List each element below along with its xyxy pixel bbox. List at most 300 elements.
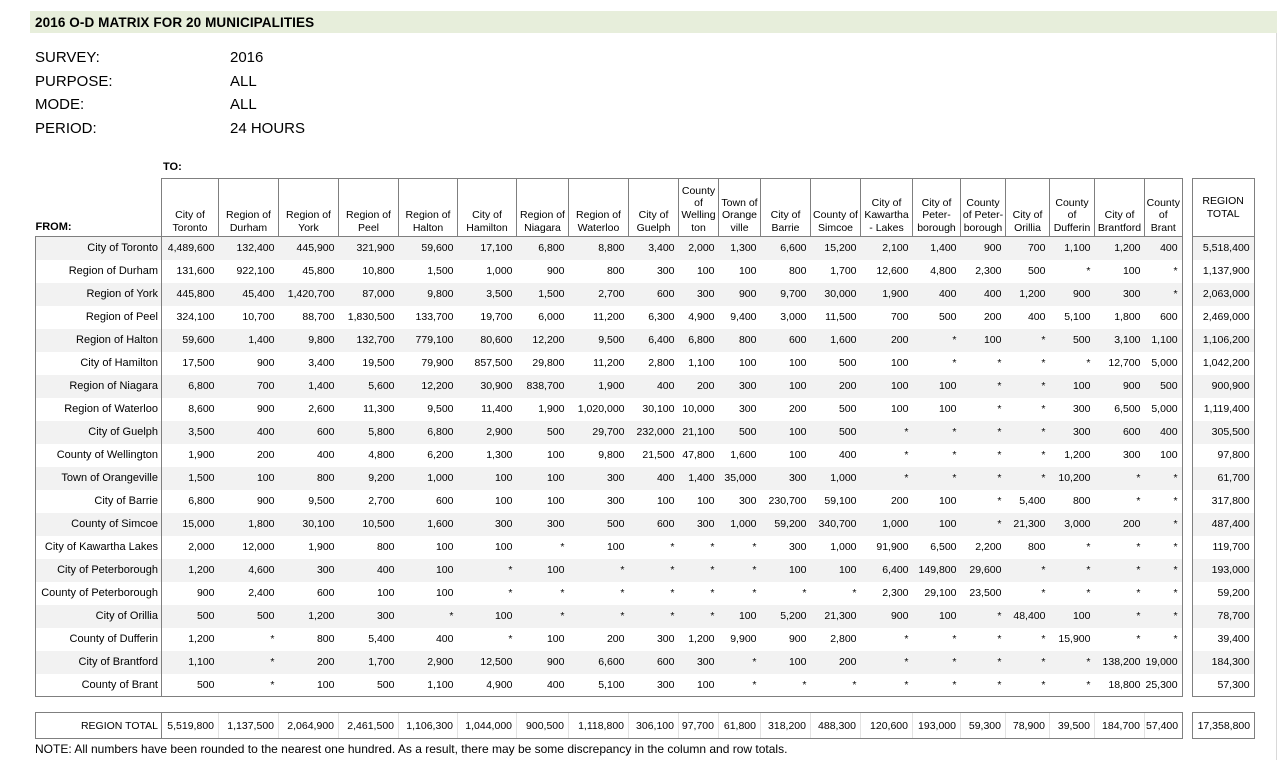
row-total-cell[interactable]: 305,500 xyxy=(1192,421,1254,444)
matrix-cell[interactable]: 4,600 xyxy=(219,559,279,582)
matrix-cell[interactable]: 922,100 xyxy=(236,265,275,277)
matrix-cell[interactable]: 10,700 xyxy=(242,311,275,323)
matrix-cell[interactable]: 30,100 xyxy=(279,513,339,536)
matrix-cell[interactable]: 300 xyxy=(569,467,629,490)
matrix-cell[interactable]: 2,000 xyxy=(188,541,215,553)
matrix-cell[interactable]: 1,800 xyxy=(219,513,279,536)
matrix-cell[interactable]: 9,400 xyxy=(730,311,757,323)
matrix-cell[interactable]: * xyxy=(961,605,1006,628)
matrix-cell[interactable]: 11,200 xyxy=(593,357,625,369)
matrix-cell[interactable]: 6,600 xyxy=(569,651,629,674)
matrix-cell[interactable]: 4,800 xyxy=(930,265,957,277)
matrix-cell[interactable]: 132,400 xyxy=(219,237,279,260)
matrix-cell[interactable]: 12,000 xyxy=(242,541,275,553)
matrix-cell[interactable]: 900 xyxy=(788,633,807,645)
row-total-cell[interactable]: 184,300 xyxy=(1192,651,1254,674)
row-label[interactable]: Region of Halton xyxy=(36,329,162,352)
matrix-cell[interactable]: * xyxy=(508,633,513,645)
matrix-cell[interactable]: * xyxy=(270,633,275,645)
matrix-cell[interactable]: * xyxy=(1086,357,1091,369)
matrix-cell[interactable]: 200 xyxy=(811,375,861,398)
matrix-cell[interactable]: 900 xyxy=(196,587,215,599)
matrix-cell[interactable]: 300 xyxy=(738,403,757,415)
matrix-cell[interactable]: * xyxy=(710,541,715,553)
matrix-cell[interactable]: 1,200 xyxy=(688,633,715,645)
matrix-cell[interactable]: * xyxy=(997,449,1002,461)
matrix-cell[interactable]: 100 xyxy=(1145,444,1183,467)
matrix-cell[interactable]: 100 xyxy=(761,421,811,444)
matrix-cell[interactable]: 6,800 xyxy=(188,495,215,507)
matrix-cell[interactable]: 800 xyxy=(316,633,335,645)
matrix-cell[interactable]: 500 xyxy=(162,605,219,628)
matrix-cell[interactable]: * xyxy=(861,651,913,674)
matrix-cell[interactable]: 400 xyxy=(961,283,1006,306)
column-header[interactable]: County of Welling ton xyxy=(679,179,719,237)
matrix-cell[interactable]: 6,800 xyxy=(679,329,719,352)
matrix-cell[interactable]: * xyxy=(719,559,761,582)
matrix-cell[interactable]: 10,200 xyxy=(1050,467,1095,490)
matrix-cell[interactable]: 19,500 xyxy=(362,357,395,369)
matrix-cell[interactable]: 1,830,500 xyxy=(347,311,395,323)
matrix-cell[interactable]: 1,900 xyxy=(861,283,913,306)
matrix-cell[interactable]: 500 xyxy=(517,421,569,444)
matrix-cell[interactable]: * xyxy=(752,587,757,599)
matrix-cell[interactable]: 900 xyxy=(256,403,275,415)
matrix-cell[interactable]: 500 xyxy=(339,674,399,697)
matrix-cell[interactable]: 1,200 xyxy=(1095,237,1145,260)
matrix-cell[interactable]: * xyxy=(1095,605,1145,628)
matrix-cell[interactable]: 100 xyxy=(458,605,517,628)
matrix-cell[interactable]: 19,700 xyxy=(480,311,513,323)
matrix-cell[interactable]: * xyxy=(1050,651,1095,674)
matrix-cell[interactable]: 5,400 xyxy=(1019,495,1046,507)
matrix-cell[interactable]: * xyxy=(1095,559,1145,582)
matrix-cell[interactable]: 200 xyxy=(788,403,807,415)
row-label[interactable]: Town of Orangeville xyxy=(36,467,162,490)
matrix-cell[interactable]: 2,600 xyxy=(308,403,335,415)
matrix-cell[interactable]: 12,700 xyxy=(1108,357,1141,369)
column-total-cell[interactable]: 2,461,500 xyxy=(339,713,399,739)
matrix-cell[interactable]: 21,500 xyxy=(642,449,675,461)
matrix-cell[interactable]: 1,600 xyxy=(399,513,458,536)
matrix-cell[interactable]: 100 xyxy=(913,605,961,628)
column-total-cell[interactable]: 488,300 xyxy=(811,713,861,739)
matrix-cell[interactable]: * xyxy=(904,633,909,645)
row-total-cell[interactable]: 1,042,200 xyxy=(1192,352,1254,375)
matrix-cell[interactable]: 10,500 xyxy=(339,513,399,536)
matrix-cell[interactable]: * xyxy=(1136,633,1141,645)
matrix-cell[interactable]: 1,500 xyxy=(517,283,569,306)
region-total-column-header[interactable]: REGION TOTAL xyxy=(1192,179,1254,237)
matrix-cell[interactable]: 1,100 xyxy=(162,651,219,674)
matrix-cell[interactable]: 9,900 xyxy=(730,633,757,645)
matrix-cell[interactable]: 48,400 xyxy=(1006,605,1050,628)
matrix-cell[interactable]: 100 xyxy=(546,633,565,645)
matrix-cell[interactable]: 1,300 xyxy=(719,237,761,260)
matrix-cell[interactable]: 500 xyxy=(811,421,861,444)
matrix-cell[interactable]: 4,900 xyxy=(458,674,517,697)
matrix-cell[interactable]: 35,000 xyxy=(719,467,761,490)
column-total-cell[interactable]: 1,137,500 xyxy=(219,713,279,739)
column-total-cell[interactable]: 318,200 xyxy=(761,713,811,739)
matrix-cell[interactable]: 100 xyxy=(913,375,961,398)
row-total-cell[interactable]: 317,800 xyxy=(1192,490,1254,513)
matrix-cell[interactable]: 100 xyxy=(399,559,458,582)
matrix-cell[interactable]: 100 xyxy=(913,513,961,536)
matrix-cell[interactable]: * xyxy=(1006,559,1050,582)
matrix-cell[interactable]: * xyxy=(1145,467,1183,490)
row-label[interactable]: City of Orillia xyxy=(36,605,162,628)
matrix-cell[interactable]: 9,500 xyxy=(427,403,454,415)
matrix-cell[interactable]: 1,200 xyxy=(1006,283,1050,306)
matrix-cell[interactable]: 500 xyxy=(719,421,761,444)
matrix-cell[interactable]: 138,200 xyxy=(1095,651,1145,674)
matrix-cell[interactable]: 1,200 xyxy=(162,559,219,582)
matrix-cell[interactable]: 100 xyxy=(494,495,513,507)
matrix-cell[interactable]: 200 xyxy=(890,495,909,507)
matrix-cell[interactable]: 100 xyxy=(1122,265,1141,277)
matrix-cell[interactable]: * xyxy=(1145,582,1183,605)
region-total-row-label[interactable]: REGION TOTAL xyxy=(36,713,162,739)
matrix-cell[interactable]: 800 xyxy=(279,467,339,490)
matrix-cell[interactable]: 29,800 xyxy=(532,357,565,369)
matrix-cell[interactable]: 500 xyxy=(219,605,279,628)
matrix-cell[interactable]: 100 xyxy=(811,559,861,582)
matrix-cell[interactable]: 21,300 xyxy=(1006,513,1050,536)
matrix-cell[interactable]: 5,400 xyxy=(368,633,395,645)
matrix-cell[interactable]: 200 xyxy=(279,651,339,674)
matrix-cell[interactable]: 3,100 xyxy=(1095,329,1145,352)
matrix-cell[interactable]: 100 xyxy=(1050,375,1095,398)
matrix-cell[interactable]: 133,700 xyxy=(415,311,454,323)
matrix-cell[interactable]: 9,800 xyxy=(399,283,458,306)
column-total-cell[interactable]: 1,044,000 xyxy=(458,713,517,739)
matrix-cell[interactable]: 400 xyxy=(219,421,279,444)
matrix-cell[interactable]: * xyxy=(670,541,675,553)
matrix-cell[interactable]: 400 xyxy=(838,449,857,461)
matrix-cell[interactable]: 100 xyxy=(696,495,715,507)
matrix-cell[interactable]: * xyxy=(961,674,1006,697)
matrix-cell[interactable]: 779,100 xyxy=(399,329,458,352)
column-header[interactable]: Town of Orange ville xyxy=(719,179,761,237)
column-total-cell[interactable]: 900,500 xyxy=(517,713,569,739)
matrix-cell[interactable]: * xyxy=(1086,541,1091,553)
matrix-cell[interactable]: * xyxy=(719,674,761,697)
matrix-cell[interactable]: 600 xyxy=(435,495,454,507)
matrix-cell[interactable]: 5,100 xyxy=(569,674,629,697)
matrix-cell[interactable]: 25,300 xyxy=(1145,674,1183,697)
matrix-cell[interactable]: 1,000 xyxy=(486,265,513,277)
matrix-cell[interactable]: 1,400 xyxy=(279,375,339,398)
matrix-cell[interactable]: 29,700 xyxy=(569,421,629,444)
row-total-cell[interactable]: 1,119,400 xyxy=(1192,398,1254,421)
matrix-cell[interactable]: 6,000 xyxy=(538,311,565,323)
matrix-cell[interactable]: 3,400 xyxy=(308,357,335,369)
matrix-cell[interactable]: 2,300 xyxy=(975,265,1002,277)
matrix-cell[interactable]: * xyxy=(997,495,1002,507)
matrix-cell[interactable]: 1,500 xyxy=(162,467,219,490)
grand-total-cell[interactable]: 17,358,800 xyxy=(1193,713,1255,739)
matrix-cell[interactable]: * xyxy=(569,605,629,628)
row-label[interactable]: City of Brantford xyxy=(36,651,162,674)
matrix-cell[interactable]: 600 xyxy=(629,513,679,536)
column-header[interactable]: County of Dufferin xyxy=(1050,179,1095,237)
matrix-cell[interactable]: 6,800 xyxy=(517,237,569,260)
matrix-cell[interactable]: 200 xyxy=(983,311,1002,323)
matrix-cell[interactable]: 300 xyxy=(1095,283,1145,306)
row-label[interactable]: County of Brant xyxy=(36,674,162,697)
matrix-cell[interactable]: 1,000 xyxy=(861,513,913,536)
matrix-cell[interactable]: * xyxy=(560,587,565,599)
matrix-cell[interactable]: 59,600 xyxy=(162,329,219,352)
matrix-cell[interactable]: 300 xyxy=(788,541,807,553)
matrix-cell[interactable]: 2,800 xyxy=(648,357,675,369)
matrix-cell[interactable]: * xyxy=(761,674,811,697)
matrix-cell[interactable]: 200 xyxy=(679,375,719,398)
column-total-cell[interactable]: 57,400 xyxy=(1145,713,1183,739)
matrix-cell[interactable]: 321,900 xyxy=(339,237,399,260)
matrix-cell[interactable]: 1,900 xyxy=(538,403,565,415)
matrix-cell[interactable]: 800 xyxy=(376,541,395,553)
matrix-cell[interactable]: 6,400 xyxy=(629,329,679,352)
matrix-cell[interactable]: 2,200 xyxy=(975,541,1002,553)
matrix-cell[interactable]: 600 xyxy=(1095,421,1145,444)
matrix-cell[interactable]: 700 xyxy=(890,311,909,323)
matrix-cell[interactable]: 12,600 xyxy=(876,265,909,277)
matrix-cell[interactable]: 9,500 xyxy=(569,329,629,352)
matrix-cell[interactable]: 200 xyxy=(811,651,861,674)
matrix-cell[interactable]: 100 xyxy=(761,559,811,582)
matrix-cell[interactable]: 1,400 xyxy=(219,329,279,352)
matrix-cell[interactable]: 230,700 xyxy=(768,495,807,507)
matrix-cell[interactable]: * xyxy=(1145,513,1183,536)
matrix-cell[interactable]: * xyxy=(219,651,279,674)
matrix-cell[interactable]: * xyxy=(1086,587,1091,599)
matrix-cell[interactable]: 800 xyxy=(788,265,807,277)
matrix-cell[interactable]: 100 xyxy=(517,559,569,582)
matrix-cell[interactable]: 12,200 xyxy=(399,375,458,398)
matrix-cell[interactable]: 19,000 xyxy=(1145,651,1183,674)
matrix-cell[interactable]: * xyxy=(629,605,679,628)
column-total-cell[interactable]: 193,000 xyxy=(913,713,961,739)
matrix-cell[interactable]: 30,100 xyxy=(642,403,675,415)
matrix-cell[interactable]: 59,600 xyxy=(399,237,458,260)
row-label[interactable]: City of Peterborough xyxy=(36,559,162,582)
matrix-cell[interactable]: 9,500 xyxy=(308,495,335,507)
column-total-cell[interactable]: 59,300 xyxy=(961,713,1006,739)
matrix-cell[interactable]: 838,700 xyxy=(517,375,569,398)
matrix-cell[interactable]: 1,100 xyxy=(1050,237,1095,260)
matrix-cell[interactable]: * xyxy=(852,587,857,599)
matrix-cell[interactable]: 6,800 xyxy=(399,421,458,444)
matrix-cell[interactable]: 15,200 xyxy=(811,237,861,260)
matrix-cell[interactable]: * xyxy=(1050,674,1095,697)
matrix-cell[interactable]: 500 xyxy=(838,403,857,415)
matrix-cell[interactable]: 400 xyxy=(1145,421,1183,444)
matrix-cell[interactable]: 1,600 xyxy=(730,449,757,461)
matrix-cell[interactable]: * xyxy=(904,449,909,461)
matrix-cell[interactable]: 29,600 xyxy=(961,559,1006,582)
matrix-cell[interactable]: * xyxy=(913,329,961,352)
matrix-cell[interactable]: 6,300 xyxy=(648,311,675,323)
matrix-cell[interactable]: 8,600 xyxy=(188,403,215,415)
matrix-cell[interactable]: 100 xyxy=(517,467,569,490)
matrix-cell[interactable]: 4,489,600 xyxy=(162,237,219,260)
matrix-cell[interactable]: 500 xyxy=(162,674,219,697)
matrix-cell[interactable]: 100 xyxy=(890,357,909,369)
matrix-cell[interactable]: 59,200 xyxy=(761,513,811,536)
matrix-cell[interactable]: 4,800 xyxy=(368,449,395,461)
matrix-cell[interactable]: * xyxy=(1145,628,1183,651)
row-total-cell[interactable]: 97,800 xyxy=(1192,444,1254,467)
matrix-cell[interactable]: 11,200 xyxy=(593,311,625,323)
matrix-cell[interactable]: 600 xyxy=(629,651,679,674)
matrix-cell[interactable]: 300 xyxy=(679,283,719,306)
row-total-cell[interactable]: 59,200 xyxy=(1192,582,1254,605)
matrix-cell[interactable]: 100 xyxy=(788,357,807,369)
matrix-cell[interactable]: 100 xyxy=(761,375,811,398)
matrix-cell[interactable]: * xyxy=(670,587,675,599)
matrix-cell[interactable]: * xyxy=(961,651,1006,674)
column-header[interactable]: County of Simcoe xyxy=(811,179,861,237)
matrix-cell[interactable]: 300 xyxy=(679,513,719,536)
matrix-cell[interactable]: 900 xyxy=(1050,283,1095,306)
matrix-cell[interactable]: 87,000 xyxy=(339,283,399,306)
matrix-cell[interactable]: 300 xyxy=(458,513,517,536)
matrix-cell[interactable]: 1,900 xyxy=(188,449,215,461)
matrix-cell[interactable]: * xyxy=(517,605,569,628)
matrix-cell[interactable]: 100 xyxy=(219,467,279,490)
matrix-cell[interactable]: 300 xyxy=(738,495,757,507)
matrix-cell[interactable]: 5,100 xyxy=(1064,311,1091,323)
matrix-cell[interactable]: 2,100 xyxy=(861,237,913,260)
matrix-cell[interactable]: 149,800 xyxy=(913,559,961,582)
matrix-cell[interactable]: 1,900 xyxy=(308,541,335,553)
matrix-cell[interactable]: 6,500 xyxy=(930,541,957,553)
matrix-cell[interactable]: 400 xyxy=(629,467,679,490)
row-label[interactable]: County of Peterborough xyxy=(36,582,162,605)
matrix-cell[interactable]: * xyxy=(1050,559,1095,582)
matrix-cell[interactable]: 500 xyxy=(1145,375,1183,398)
matrix-cell[interactable]: 5,200 xyxy=(761,605,811,628)
column-header[interactable]: County of Brant xyxy=(1145,179,1183,237)
matrix-cell[interactable]: 400 xyxy=(1145,237,1183,260)
matrix-cell[interactable]: * xyxy=(861,421,913,444)
matrix-cell[interactable]: * xyxy=(458,559,517,582)
row-label[interactable]: City of Toronto xyxy=(36,237,162,260)
matrix-cell[interactable]: * xyxy=(569,559,629,582)
matrix-cell[interactable]: 131,600 xyxy=(176,265,215,277)
matrix-cell[interactable]: 47,800 xyxy=(682,449,715,461)
matrix-cell[interactable]: * xyxy=(811,674,861,697)
column-total-cell[interactable]: 306,100 xyxy=(629,713,679,739)
column-header[interactable]: City of Toronto xyxy=(162,179,219,237)
matrix-cell[interactable]: 3,500 xyxy=(162,421,219,444)
row-total-cell[interactable]: 487,400 xyxy=(1192,513,1254,536)
matrix-cell[interactable]: 1,020,000 xyxy=(577,403,625,415)
matrix-cell[interactable]: 445,800 xyxy=(162,283,219,306)
matrix-cell[interactable]: 1,000 xyxy=(811,467,861,490)
matrix-cell[interactable]: * xyxy=(861,467,913,490)
column-total-cell[interactable]: 97,700 xyxy=(679,713,719,739)
matrix-cell[interactable]: 80,600 xyxy=(458,329,517,352)
matrix-cell[interactable]: * xyxy=(952,449,957,461)
column-header[interactable]: Region of Halton xyxy=(399,179,458,237)
matrix-cell[interactable]: 11,300 xyxy=(363,403,395,415)
matrix-cell[interactable]: 900 xyxy=(961,237,1006,260)
matrix-cell[interactable]: 100 xyxy=(376,587,395,599)
column-header[interactable]: Region of Waterloo xyxy=(569,179,629,237)
matrix-cell[interactable]: 500 xyxy=(938,311,957,323)
row-total-cell[interactable]: 2,469,000 xyxy=(1192,306,1254,329)
matrix-cell[interactable]: 100 xyxy=(961,329,1006,352)
matrix-cell[interactable]: * xyxy=(508,587,513,599)
matrix-cell[interactable]: 2,300 xyxy=(882,587,909,599)
matrix-cell[interactable]: 2,800 xyxy=(830,633,857,645)
row-label[interactable]: Region of York xyxy=(36,283,162,306)
matrix-cell[interactable]: 100 xyxy=(679,674,719,697)
matrix-cell[interactable]: * xyxy=(997,357,1002,369)
column-header[interactable]: Region of Niagara xyxy=(517,179,569,237)
matrix-cell[interactable]: 400 xyxy=(1027,311,1046,323)
matrix-cell[interactable]: 5,800 xyxy=(339,421,399,444)
column-total-cell[interactable]: 1,106,300 xyxy=(399,713,458,739)
matrix-cell[interactable]: * xyxy=(1006,467,1050,490)
matrix-cell[interactable]: 300 xyxy=(606,495,625,507)
matrix-cell[interactable]: * xyxy=(1145,260,1183,283)
row-label[interactable]: County of Simcoe xyxy=(36,513,162,536)
matrix-cell[interactable]: 600 xyxy=(316,587,335,599)
matrix-cell[interactable]: * xyxy=(1145,559,1183,582)
matrix-cell[interactable]: 11,400 xyxy=(481,403,513,415)
row-label[interactable]: County of Wellington xyxy=(36,444,162,467)
matrix-cell[interactable]: 1,000 xyxy=(719,513,761,536)
matrix-cell[interactable]: 300 xyxy=(1072,403,1091,415)
matrix-cell[interactable]: 15,900 xyxy=(1058,633,1091,645)
matrix-cell[interactable]: 1,200 xyxy=(1064,449,1091,461)
matrix-cell[interactable]: 300 xyxy=(1122,449,1141,461)
matrix-cell[interactable]: 900 xyxy=(517,651,569,674)
matrix-cell[interactable]: 100 xyxy=(719,605,761,628)
matrix-cell[interactable]: 400 xyxy=(435,633,454,645)
matrix-cell[interactable]: * xyxy=(997,633,1002,645)
matrix-cell[interactable]: 600 xyxy=(761,329,811,352)
matrix-cell[interactable]: 900 xyxy=(719,283,761,306)
row-total-cell[interactable]: 39,400 xyxy=(1192,628,1254,651)
matrix-cell[interactable]: 100 xyxy=(494,541,513,553)
matrix-cell[interactable]: * xyxy=(1041,403,1046,415)
matrix-cell[interactable]: 400 xyxy=(316,449,335,461)
column-header[interactable]: Region of York xyxy=(279,179,339,237)
matrix-cell[interactable]: * xyxy=(1006,375,1050,398)
matrix-cell[interactable]: 300 xyxy=(1050,421,1095,444)
matrix-cell[interactable]: * xyxy=(1145,283,1183,306)
row-total-cell[interactable]: 5,518,400 xyxy=(1192,237,1254,260)
matrix-cell[interactable]: * xyxy=(1006,329,1050,352)
matrix-cell[interactable]: 100 xyxy=(861,375,913,398)
matrix-cell[interactable]: 300 xyxy=(656,633,675,645)
matrix-cell[interactable]: 3,000 xyxy=(1050,513,1095,536)
matrix-cell[interactable]: 29,100 xyxy=(924,587,957,599)
matrix-cell[interactable]: 300 xyxy=(629,674,679,697)
matrix-cell[interactable]: * xyxy=(719,651,761,674)
matrix-cell[interactable]: * xyxy=(861,674,913,697)
matrix-cell[interactable]: 800 xyxy=(1027,541,1046,553)
matrix-cell[interactable]: 1,500 xyxy=(427,265,454,277)
row-label[interactable]: City of Guelph xyxy=(36,421,162,444)
matrix-cell[interactable]: 6,500 xyxy=(1114,403,1141,415)
matrix-cell[interactable]: 1,300 xyxy=(486,449,513,461)
